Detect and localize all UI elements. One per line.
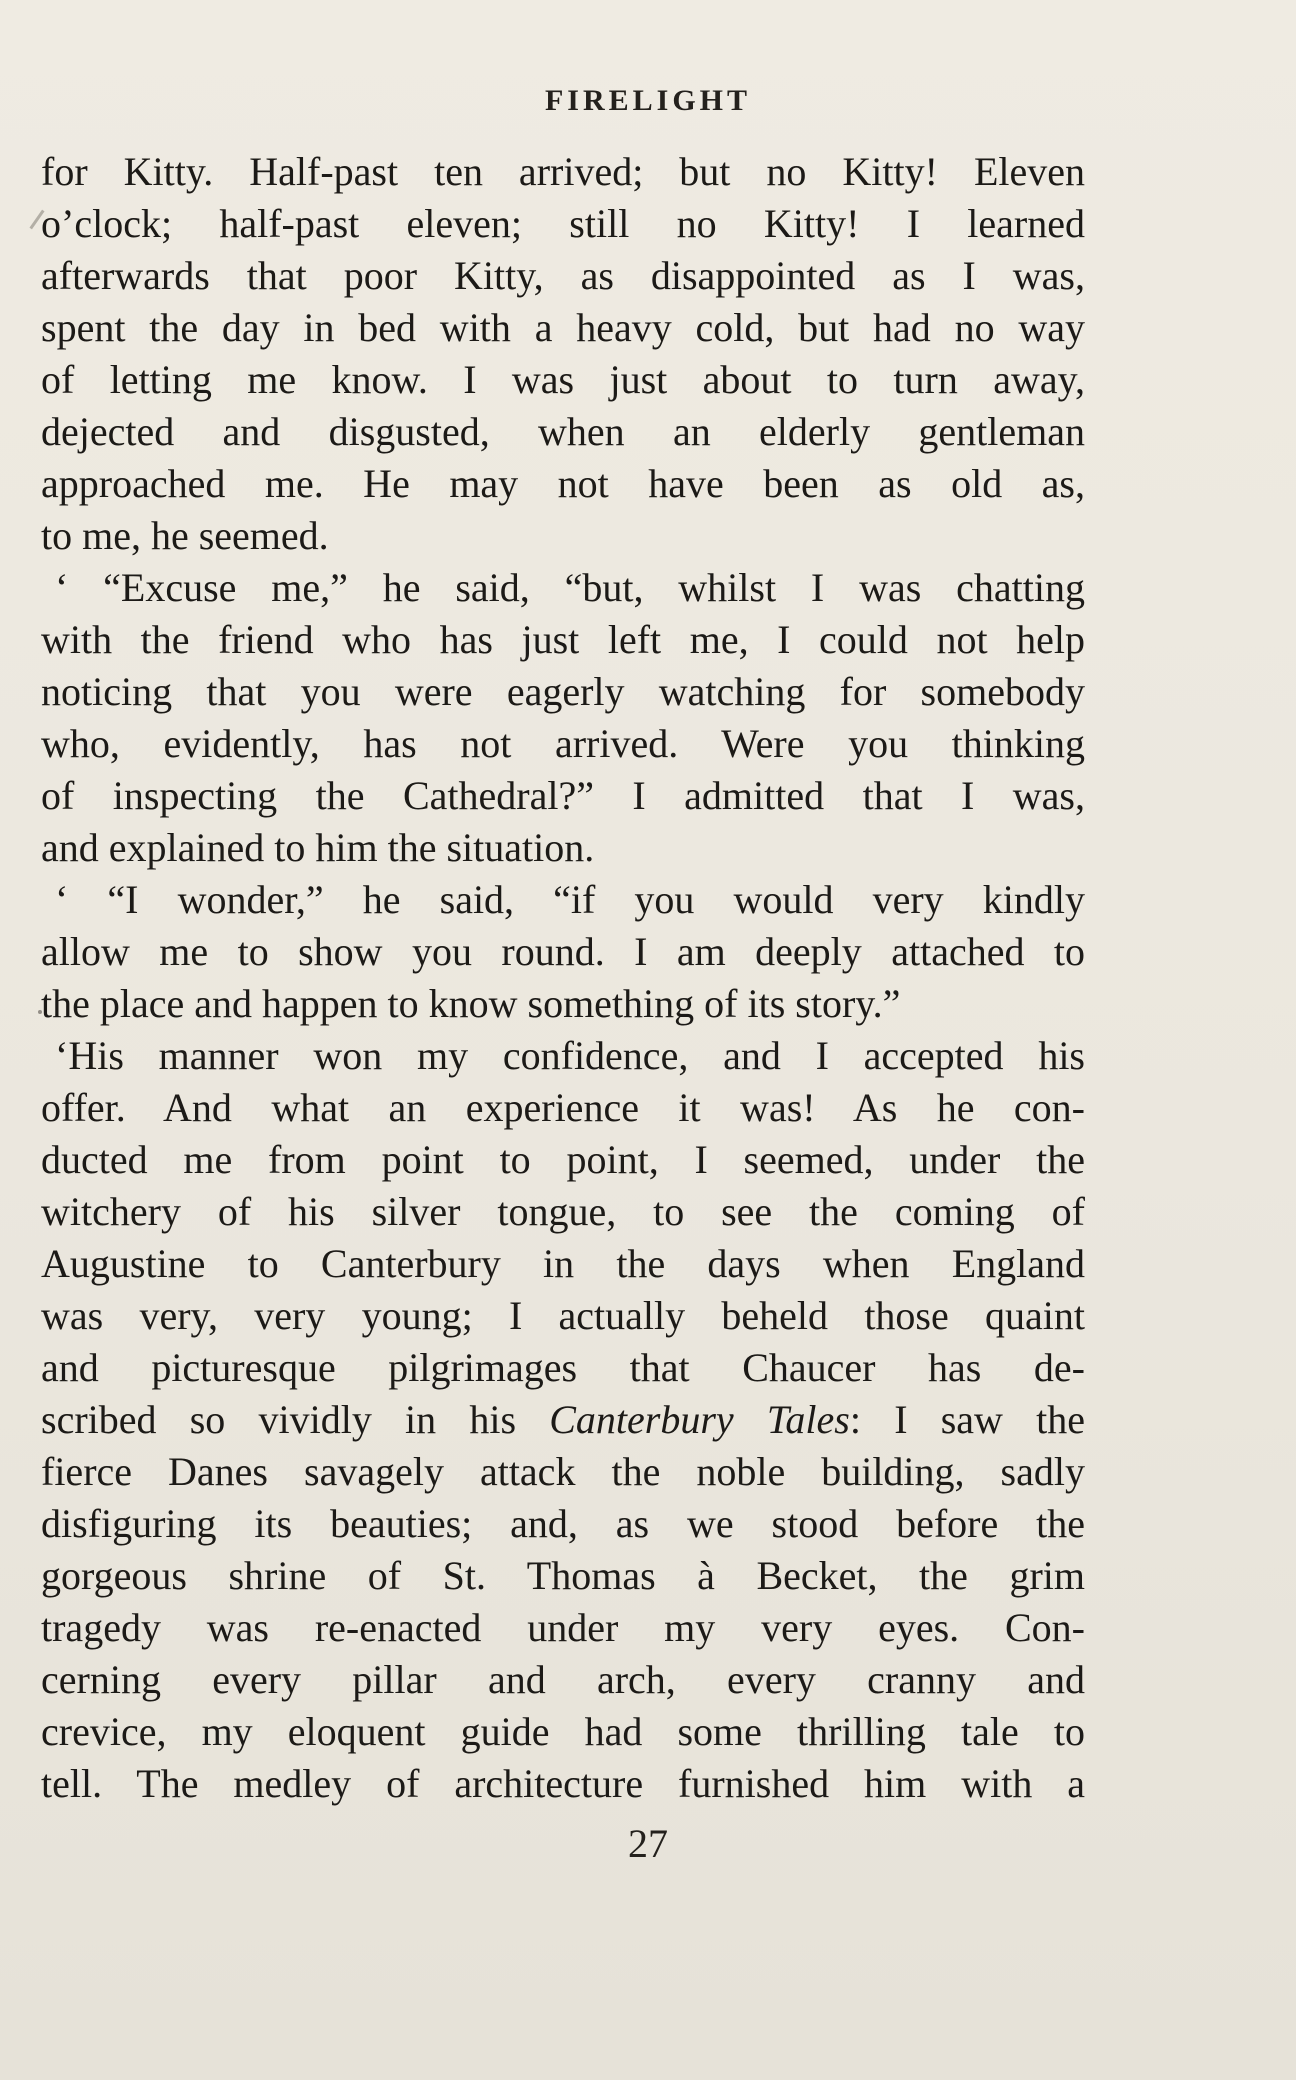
text-line: of letting me know. I was just about to turn away,: [41, 357, 1085, 402]
text-line: tragedy was re-enacted under my very eyes. Con-: [41, 1605, 1085, 1650]
text-line: for Kitty. Half-past ten arrived; but no Kitty! Eleven: [41, 149, 1085, 194]
text-line: spent the day in bed with a heavy cold, but had no way: [41, 305, 1085, 350]
text-line: ‘ “I wonder,” he said, “if you would very kindly: [55, 877, 1085, 922]
text-line: of inspecting the Cathedral?” I admitted that I was,: [41, 773, 1085, 818]
text-line: allow me to show you round. I am deeply attached to: [41, 929, 1085, 974]
text-line: ‘His manner won my confidence, and I accepted his: [55, 1033, 1085, 1078]
text-line-with-italic: [41, 1394, 1085, 1446]
body-text: [41, 146, 1085, 1810]
text-line: fierce Danes savagely attack the noble building, sadly: [41, 1449, 1085, 1494]
line-text-after: : I saw the: [849, 1397, 1085, 1442]
text-line: to me, he seemed.: [41, 513, 329, 558]
text-line: gorgeous shrine of St. Thomas à Becket, the grim: [41, 1553, 1085, 1598]
text-line: witchery of his silver tongue, to see the coming of: [41, 1189, 1085, 1234]
text-line: offer. And what an experience it was! As he con-: [41, 1085, 1085, 1130]
text-line: o’clock; half-past eleven; still no Kitty! I learned: [41, 201, 1085, 246]
text-line: cerning every pillar and arch, every cranny and: [41, 1657, 1085, 1702]
running-head: FIRELIGHT: [544, 84, 752, 117]
text-line: was very, very young; I actually beheld those quaint: [41, 1293, 1085, 1338]
text-line: disfiguring its beauties; and, as we stood before the: [41, 1501, 1085, 1546]
text-line: the place and happen to know something of its story.”: [41, 981, 901, 1026]
text-line: who, evidently, has not arrived. Were you thinking: [41, 721, 1085, 766]
line-text-before: scribed so vividly in his: [41, 1397, 550, 1442]
text-line: approached me. He may not have been as old as,: [41, 461, 1085, 506]
text-line: afterwards that poor Kitty, as disappointed as I was,: [41, 253, 1085, 298]
text-line: and explained to him the situation.: [41, 825, 595, 870]
text-line: ducted me from point to point, I seemed, under the: [41, 1137, 1085, 1182]
book-title-italic: Canterbury Tales: [549, 1397, 850, 1442]
page-number: 27: [628, 1821, 668, 1866]
text-line: ‘ “Excuse me,” he said, “but, whilst I was chatting: [55, 565, 1085, 610]
text-line: tell. The medley of architecture furnished him with a: [41, 1761, 1085, 1806]
text-line: crevice, my eloquent guide had some thrilling tale to: [41, 1709, 1085, 1754]
text-line: with the friend who has just left me, I could not help: [41, 617, 1085, 662]
text-line: dejected and disgusted, when an elderly gentleman: [41, 409, 1085, 454]
text-line: Augustine to Canterbury in the days when England: [41, 1241, 1085, 1286]
text-line: noticing that you were eagerly watching for somebody: [41, 669, 1085, 714]
text-line: and picturesque pilgrimages that Chaucer has de-: [41, 1345, 1085, 1390]
